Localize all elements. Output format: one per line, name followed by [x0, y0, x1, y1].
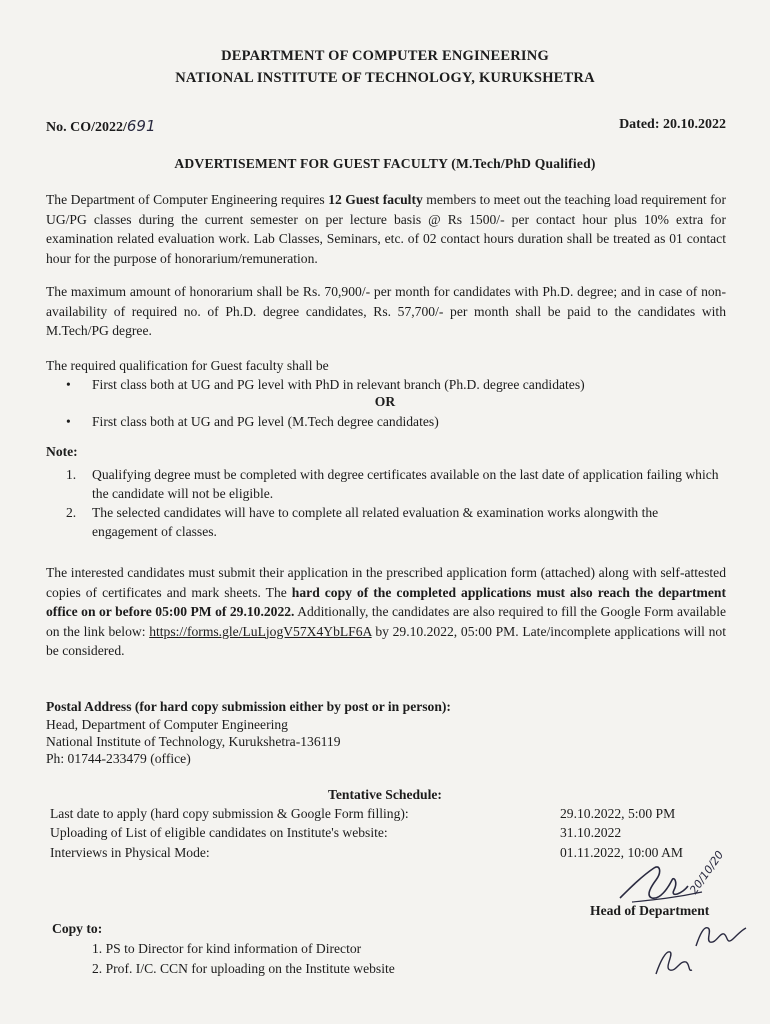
qualification-item-2-text: First class both at UG and PG level (M.Tech degree candidates) [92, 414, 439, 429]
schedule-row-3-value: 01.11.2022, 10:00 AM [560, 845, 683, 860]
para3-text-d: by 29.10.2022, 05:00 PM. Late/incomplete applications will not be considered. [46, 623, 726, 658]
postal-address-line-2: National Institute of Technology, Kurukshetra-136119 [46, 734, 341, 749]
postal-address-heading: Postal Address (for hard copy submission either by post or in person): [46, 699, 451, 714]
note-item-2-text: The selected candidates will have to complete all related evaluation & examination works alongwith the engagement of classes. [92, 505, 659, 539]
qualification-or: OR [374, 394, 396, 409]
document-date: Dated: 20.10.2022 [619, 117, 726, 132]
paragraph-requirement [46, 190, 726, 268]
schedule-row-1-label: Last date to apply (hard copy submission & Google Form filling): [50, 806, 409, 821]
department-heading: DEPARTMENT OF COMPUTER ENGINEERING [221, 48, 549, 64]
signature-date: 20/10/20 [687, 848, 727, 897]
schedule-row-3-label: Interviews in Physical Mode: [50, 845, 210, 860]
note-item-2-number: 2. [66, 505, 77, 520]
bullet-icon: • [66, 414, 71, 429]
schedule-row-2-value: 31.10.2022 [560, 825, 622, 840]
schedule-heading: Tentative Schedule: [328, 787, 442, 802]
reference-number [46, 117, 156, 136]
copy-item-2: 2. Prof. I/C. CCN for uploading on the Institute website [92, 961, 395, 976]
reference-number-prefix: No. CO/2022/ [46, 120, 127, 135]
para1-text-c: members to meet out the teaching load requirement for UG/PG classes during the current semester on per lecture basis @ Rs 1500/- per contact hour plus 10% extra for examination related evaluation work. Lab Classes, Seminars, etc. of 02 contact hours duration shall be treated as 01 contact hour for the purpose of honorarium/remuneration. [46, 192, 726, 266]
postal-address-line-3: Ph: 01744-233479 (office) [46, 751, 191, 766]
qualification-item-1 [66, 375, 716, 394]
head-of-department: Head of Department [590, 903, 710, 918]
google-form-link[interactable]: https://forms.gle/LuLjogV57X4YbLF6A [149, 623, 372, 639]
bullet-icon: • [66, 377, 71, 392]
para3-text-bold: hard copy of the completed applications must also reach the department office on or before 05:00 PM of 29.10.2022. [46, 584, 726, 619]
reference-number-handwritten: 691 [126, 117, 156, 135]
note-label: Note: [46, 444, 78, 459]
para3-text-c: Additionally, the candidates are also required to fill the Google Form available on the link below: [46, 604, 726, 639]
copy-to-label: Copy to: [52, 921, 103, 936]
advertisement-title: ADVERTISEMENT FOR GUEST FACULTY (M.Tech/PhD Qualified) [174, 156, 596, 171]
note-item-2 [66, 503, 726, 541]
schedule-row-1-value: 29.10.2022, 5:00 PM [560, 806, 676, 821]
note-item-1-number: 1. [66, 467, 77, 482]
postal-address-line-1: Head, Department of Computer Engineering [46, 717, 288, 732]
qualification-intro: The required qualification for Guest faculty shall be [46, 358, 329, 373]
note-item-1 [66, 465, 726, 503]
schedule-row-2-label: Uploading of List of eligible candidates on Institute's website: [50, 825, 388, 840]
para1-text-bold: 12 Guest faculty [328, 192, 423, 207]
initials-second-icon [650, 944, 696, 980]
institute-heading: NATIONAL INSTITUTE OF TECHNOLOGY, KURUKSHETRA [175, 70, 595, 86]
para1-text-a: The Department of Computer Engineering requires [46, 192, 329, 207]
note-item-1-text: Qualifying degree must be completed with degree certificates available on the last date of application failing which the candidate will not be eligible. [92, 467, 719, 501]
initials-icon [690, 920, 750, 952]
paragraph-honorarium: The maximum amount of honorarium shall be Rs. 70,900/- per month for candidates with Ph.D. degree; and in case of non-availability of required no. of Ph.D. degree candidates, Rs. 57,700/- per month shall be paid to the candidates with M.Tech/PG degree. [46, 284, 726, 338]
qualification-item-1-text: First class both at UG and PG level with PhD in relevant branch (Ph.D. degree candidates) [92, 377, 585, 392]
paragraph-application [46, 563, 726, 661]
copy-item-1: 1. PS to Director for kind information of Director [92, 941, 362, 956]
qualification-item-2 [66, 412, 716, 431]
para3-text-a: The interested candidates must submit their application in the prescribed application form (attached) along with self-attested copies of certificates and mark sheets. The [46, 565, 726, 600]
